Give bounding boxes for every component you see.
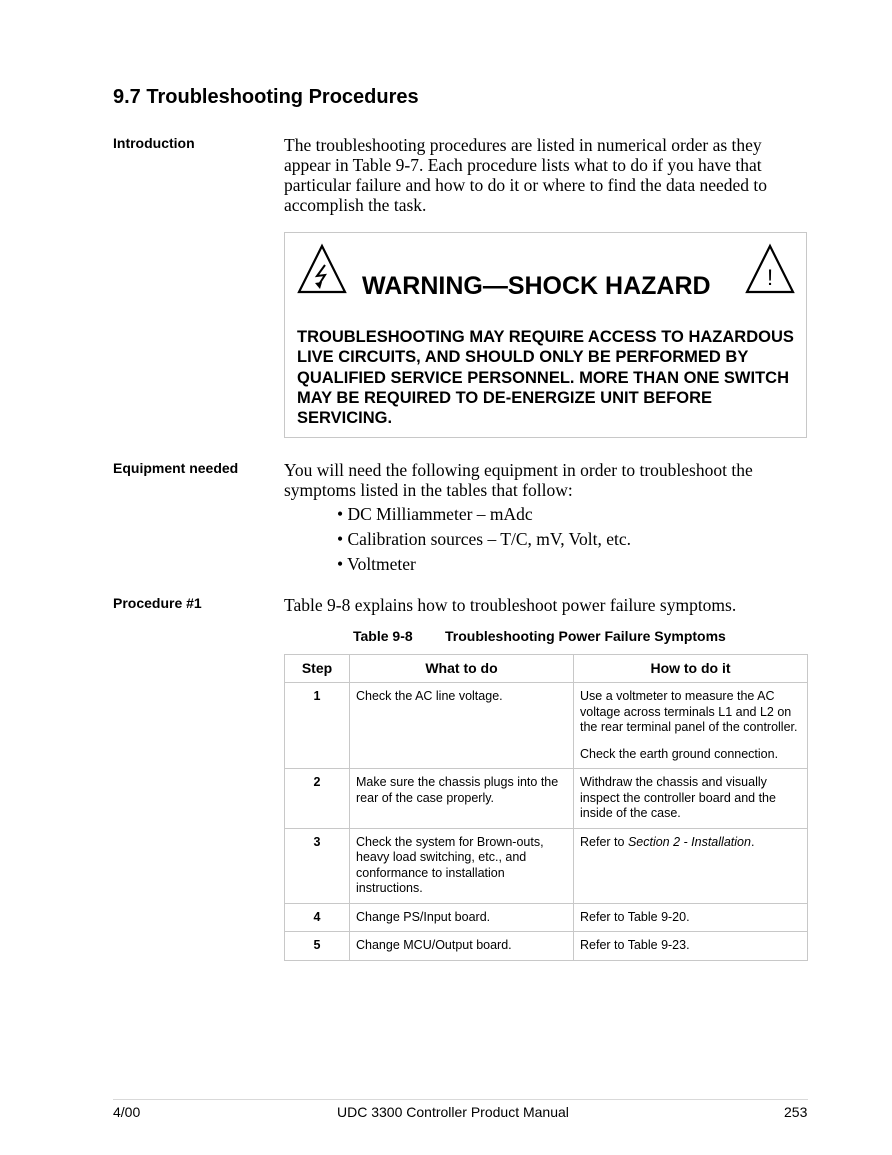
footer-divider [113,1099,808,1100]
how-cell: Refer to Table 9-20. [574,903,808,932]
what-cell: Make sure the chassis plugs into the rear of the case properly. [350,769,574,829]
table-header-row [285,655,808,683]
header-how: How to do it [574,655,808,683]
footer-date: 4/00 [113,1104,141,1120]
table-number: Table 9-8 [353,628,413,644]
table-row [285,932,808,961]
step-cell: 5 [285,932,350,961]
troubleshooting-table [284,654,808,961]
how-cell: Refer to Table 9-23. [574,932,808,961]
footer-page-number: 253 [784,1104,808,1120]
procedure-text: Table 9-8 explains how to troubleshoot power failure symptoms. [284,595,737,615]
procedure-label: Procedure #1 [113,595,202,611]
section-reference: Section 2 - Installation [627,834,751,849]
step-cell: 1 [285,683,350,769]
table-title: Troubleshooting Power Failure Symptoms [445,628,726,644]
exclamation-warning-icon [744,243,796,295]
table-row [285,683,808,769]
table-row [285,903,808,932]
step-cell: 4 [285,903,350,932]
step-cell: 2 [285,769,350,829]
what-cell: Change PS/Input board. [350,903,574,932]
exclamation-glyph: ! [766,265,774,290]
what-cell: Check the system for Brown-outs, heavy load switching, etc., and conformance to installation instructions. [350,828,574,903]
table-row [285,769,808,829]
header-step: Step [285,655,350,683]
equipment-list [337,504,631,579]
how-cell [574,828,808,903]
how-text: Use a voltmeter to measure the AC voltage across terminals L1 and L2 on the rear terminal panel of the controller. [580,689,798,734]
warning-title: WARNING—SHOCK HAZARD [362,272,711,300]
how-suffix: . [750,834,755,849]
equipment-label: Equipment needed [113,460,239,476]
section-title: 9.7 Troubleshooting Procedures [113,86,419,108]
header-what: What to do [350,655,574,683]
step-cell: 3 [285,828,350,903]
list-item: • Calibration sources – T/C, mV, Volt, etc. [337,529,632,549]
warning-text: TROUBLESHOOTING MAY REQUIRE ACCESS TO HAZARDOUS LIVE CIRCUITS, AND SHOULD ONLY BE PERFORMED BY QUALIFIED SERVICE PERSONNEL. MORE THAN ONE SWITCH MAY BE REQUIRED TO DE-ENERGIZE UNIT BEFORE SERVICING. [297,328,794,428]
what-cell: Change MCU/Output board. [350,932,574,961]
how-text-secondary: Check the earth ground connection. [580,746,779,761]
introduction-text: The troubleshooting procedures are listed in numerical order as they appear in Table 9-7. Each procedure lists what to do if you have that particular failure and how to do it or where to find the data needed to accomplish the task. [284,135,768,215]
list-item: • Voltmeter [337,554,416,574]
how-cell [574,683,808,769]
equipment-intro: You will need the following equipment in order to troubleshoot the symptoms listed in the tables that follow: [284,460,753,500]
what-cell: Check the AC line voltage. [350,683,574,769]
how-cell: Withdraw the chassis and visually inspect the controller board and the inside of the case. [574,769,808,829]
list-item: • DC Milliammeter – mAdc [337,504,533,524]
table-row [285,828,808,903]
introduction-label: Introduction [113,135,195,151]
how-prefix: Refer to [580,834,628,849]
footer-title: UDC 3300 Controller Product Manual [337,1104,569,1120]
table-caption [353,628,726,644]
lightning-hazard-icon [296,243,348,295]
